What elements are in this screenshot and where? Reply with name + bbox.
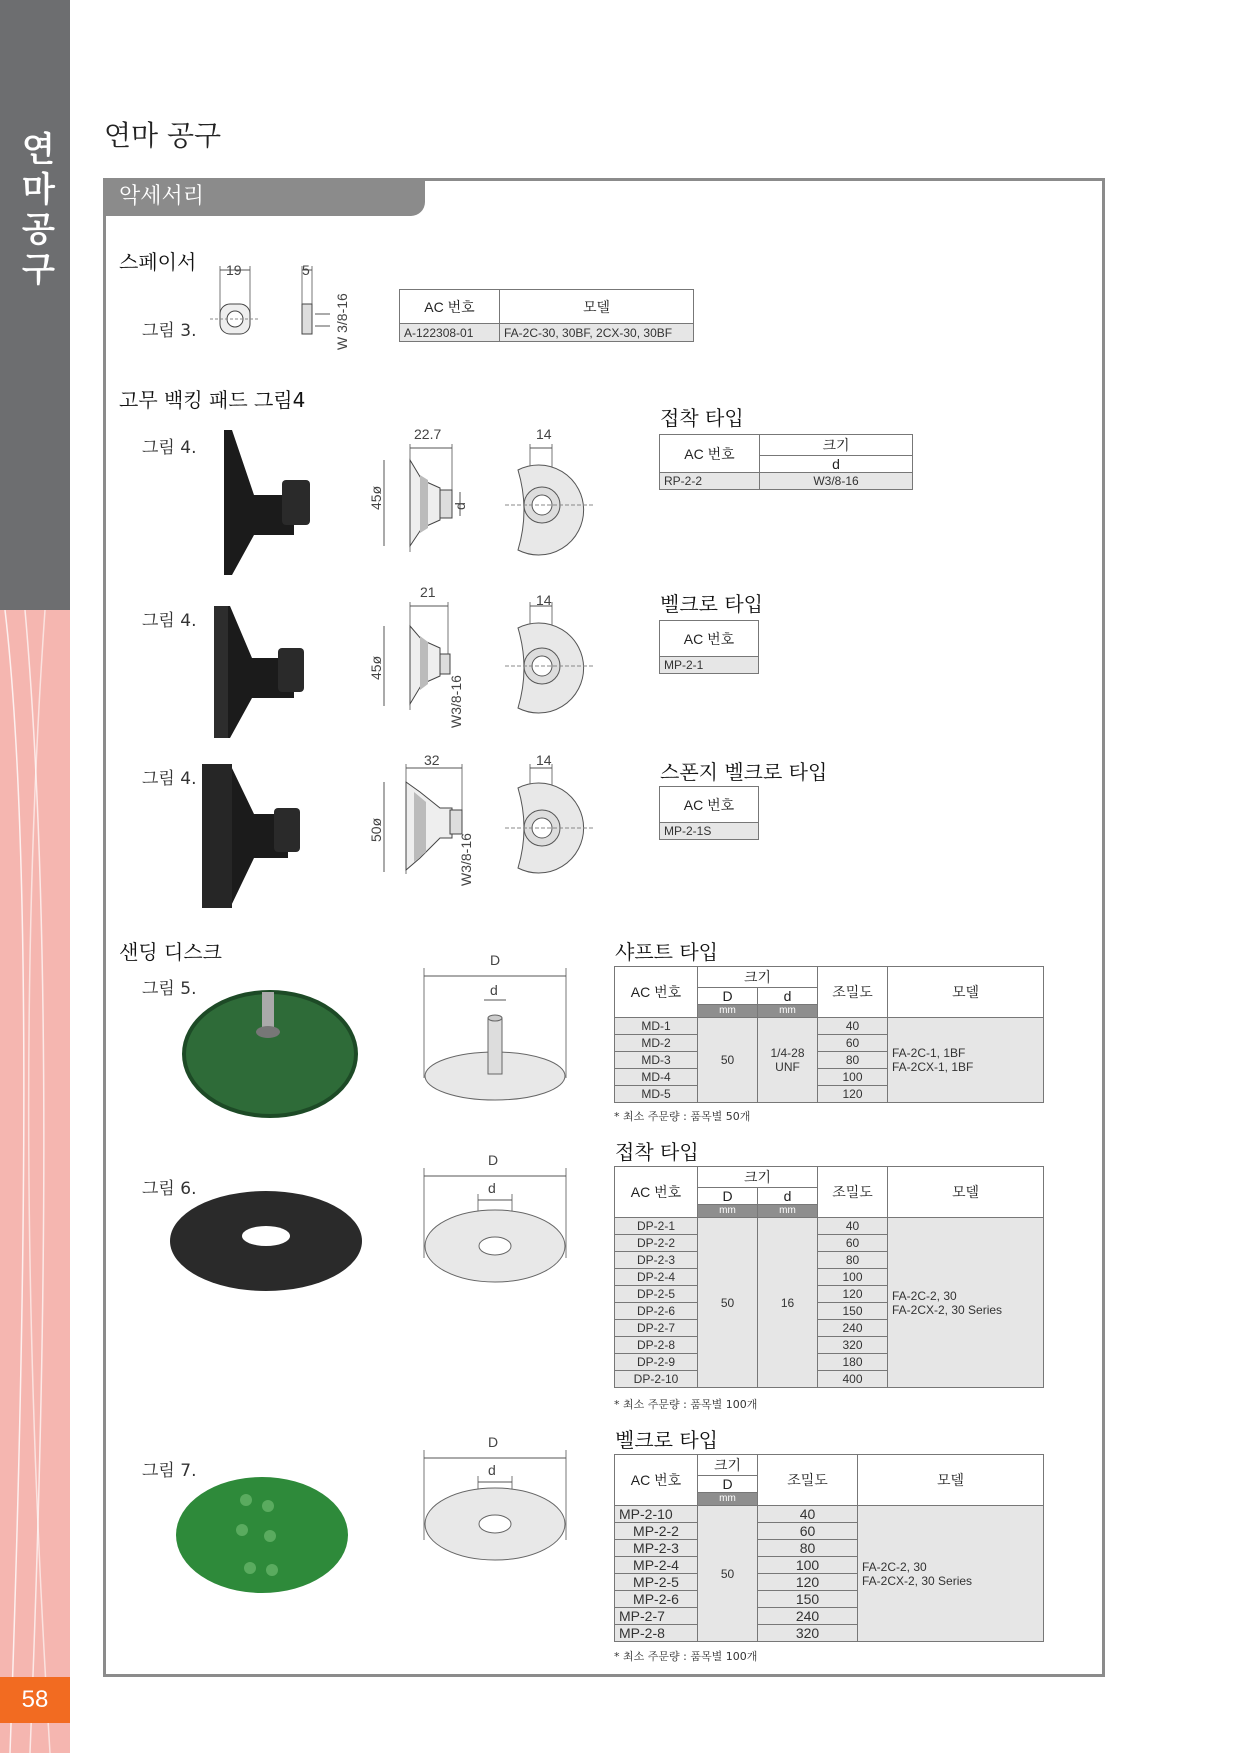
pad3-dim-hole: 14 (536, 752, 552, 768)
sidebar-title: 연마공구 (22, 130, 55, 290)
pad2-photo (208, 598, 318, 743)
fig5-drawing (420, 958, 570, 1108)
pad1-type-title: 접착 타입 (660, 406, 744, 430)
fig7-label: 그림 7. (142, 1461, 197, 1481)
pad2-table: AC 번호 MP-2-1 (659, 620, 759, 674)
section-tab: 악세서리 (103, 178, 425, 216)
fig6-label: 그림 6. (142, 1179, 197, 1199)
pad2-dim-dia: 45ø (368, 655, 384, 680)
pad3-dim-thread: W3/8-16 (458, 833, 474, 886)
spacer-dim-width: 19 (226, 262, 242, 278)
velcro-title: 벨크로 타입 (615, 1428, 718, 1452)
pad1-dim-hole: 14 (536, 426, 552, 442)
shaft-note: * 최소 주문량 : 품목별 50개 (614, 1110, 751, 1123)
fig7-photo (172, 1470, 352, 1600)
fig5-label: 그림 5. (142, 979, 197, 999)
spacer-dim-thick: 5 (302, 262, 310, 278)
page-title: 연마 공구 (104, 119, 222, 152)
pad2-dim-length: 21 (420, 584, 436, 600)
fig6-drawing (420, 1158, 570, 1298)
spacer-table: AC 번호 모델 A-122308-01 FA-2C-30, 30BF, 2CX-30, 30BF (399, 289, 694, 342)
pad1-photo (214, 425, 324, 580)
spacer-heading: 스페이서 (119, 250, 197, 274)
shaft-title: 샤프트 타입 (615, 940, 718, 964)
disc-heading: 샌딩 디스크 (119, 940, 222, 964)
sidebar-curves (0, 610, 70, 1753)
velcro-table: AC 번호 크기 조밀도 모델 D mm MP-2-10 50 40 FA-2C-2, 30 FA-2CX-2, 30 Series MP-2-2 60 MP-2-3 80 MP-2-4 100 MP-2-5 120 MP-2-6 150 MP-2-7 240 MP-2-8 320 (614, 1454, 1044, 1642)
pad2-figure-label: 그림 4. (142, 611, 197, 631)
pad2-drawing (370, 598, 610, 718)
pad3-figure-label: 그림 4. (142, 769, 197, 789)
pad1-dim-length: 22.7 (414, 426, 442, 442)
velcro-note: * 최소 주문량 : 품목별 100개 (614, 1650, 758, 1663)
fig6-dim-D: D (488, 1152, 499, 1168)
sidebar-decoration (0, 610, 70, 1753)
page-number: 58 (0, 1677, 70, 1723)
adhesive-note: * 최소 주문량 : 품목별 100개 (614, 1398, 758, 1411)
pad2-dim-thread: W3/8-16 (448, 675, 464, 728)
pad1-figure-label: 그림 4. (142, 438, 197, 458)
pad3-dim-length: 32 (424, 752, 440, 768)
fig7-dim-D: D (488, 1434, 499, 1450)
pad1-drawing (370, 440, 610, 560)
pad3-dim-dia: 50ø (368, 817, 384, 842)
pad2-type-title: 벨크로 타입 (660, 592, 763, 616)
fig5-dim-D: D (490, 952, 501, 968)
sidebar-band (0, 0, 70, 610)
pad1-table: AC 번호 크기 d RP-2-2 W3/8-16 (659, 434, 913, 490)
fig6-dim-d: d (488, 1180, 496, 1196)
fig5-photo (180, 984, 360, 1124)
fig5-dim-d: d (490, 982, 498, 998)
fig6-photo (166, 1186, 366, 1296)
pad-heading: 고무 백킹 패드 그림4 (119, 388, 306, 412)
pad3-type-title: 스폰지 벨크로 타입 (660, 760, 828, 784)
adhesive-title: 접착 타입 (615, 1140, 699, 1164)
pad3-photo (198, 758, 318, 913)
pad3-drawing (370, 762, 610, 882)
spacer-figure-label: 그림 3. (142, 321, 197, 341)
shaft-table: AC 번호 크기 조밀도 모델 D d mm mm MD-1 50 1/4-28 UNF 40 FA-2C-1, 1BF FA-2CX-1, 1BF MD-2 60 MD-3 80 MD-4 100 MD-5 120 (614, 966, 1044, 1103)
pad2-dim-hole: 14 (536, 592, 552, 608)
pad3-table: AC 번호 MP-2-1S (659, 786, 759, 840)
pad1-dim-dia: 45ø (368, 485, 384, 510)
adhesive-table: AC 번호 크기 조밀도 모델 D d mm mm DP-2-1 50 16 40 FA-2C-2, 30 FA-2CX-2, 30 Series DP-2-2 60 DP-2-3 80 DP-2-4 100 DP-2-5 120 DP-2-6 150 DP-2-7 240 DP-2-8 320 DP-2-9 180 DP-2-10 400 (614, 1166, 1044, 1388)
fig7-dim-d: d (488, 1462, 496, 1478)
pad1-dim-d: d (452, 502, 468, 510)
fig7-drawing (420, 1440, 570, 1580)
